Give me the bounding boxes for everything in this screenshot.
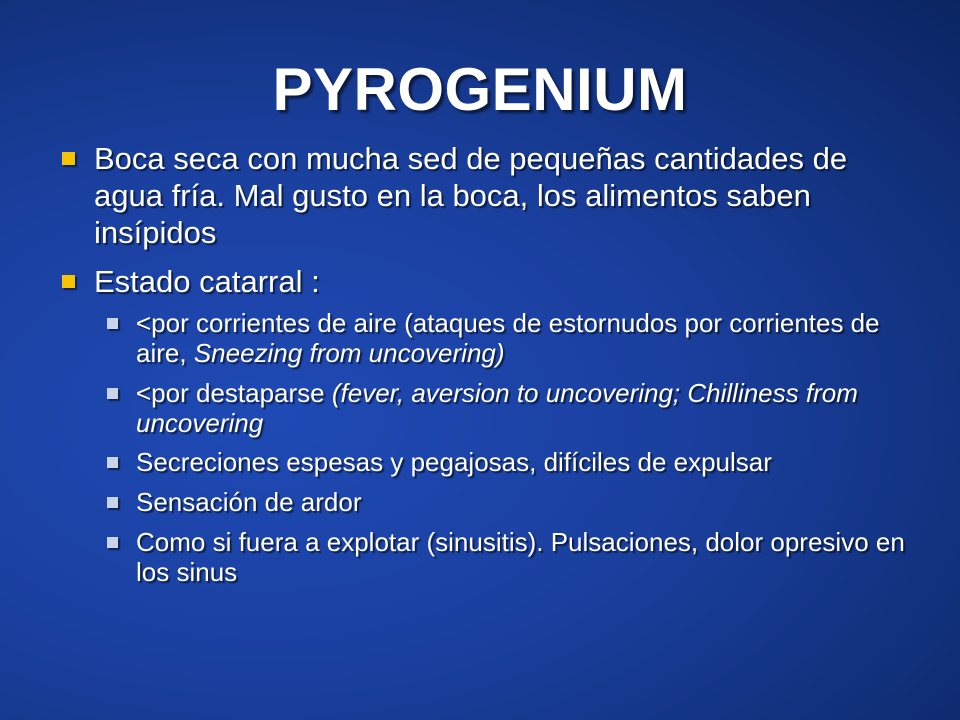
bullet-item bbox=[58, 140, 918, 251]
bullet-text: Estado catarral : bbox=[94, 264, 320, 299]
sub-bullet-text: <por corrientes de aire (ataques de estornudos por corrientes de aire, bbox=[136, 308, 880, 368]
sub-bullet-text: <por destaparse bbox=[136, 378, 332, 408]
sub-bullet-item bbox=[103, 378, 918, 438]
sub-bullet-item bbox=[103, 308, 918, 368]
square-bullet-icon bbox=[107, 497, 118, 508]
slide-content bbox=[58, 140, 918, 587]
bullet-item bbox=[58, 263, 918, 300]
square-bullet-icon bbox=[107, 457, 118, 468]
sub-bullet-text: Como si fuera a explotar (sinusitis). Pulsaciones, dolor opresivo en los sinus bbox=[136, 527, 905, 587]
square-bullet-icon bbox=[107, 388, 118, 399]
sub-bullet-item bbox=[103, 487, 918, 517]
sub-bullet-italic-text: Sneezing from uncovering) bbox=[193, 338, 505, 368]
sub-bullet-text: Sensación de ardor bbox=[136, 487, 362, 517]
bullet-text: Boca seca con mucha sed de pequeñas cantidades de agua fría. Mal gusto en la boca, los alimentos saben insípidos bbox=[94, 141, 848, 250]
slide-title: PYROGENIUM bbox=[272, 56, 688, 123]
sub-bullet-item bbox=[103, 447, 918, 477]
square-bullet-icon bbox=[107, 318, 118, 329]
square-bullet-icon bbox=[62, 152, 75, 165]
square-bullet-icon bbox=[107, 537, 118, 548]
sub-bullet-text: Secreciones espesas y pegajosas, difíciles de expulsar bbox=[136, 447, 772, 477]
sub-bullet-item bbox=[103, 527, 918, 587]
sub-bullet-italic-text: (fever, aversion to uncovering; Chilliness from uncovering bbox=[136, 378, 858, 438]
square-bullet-icon bbox=[62, 275, 75, 288]
